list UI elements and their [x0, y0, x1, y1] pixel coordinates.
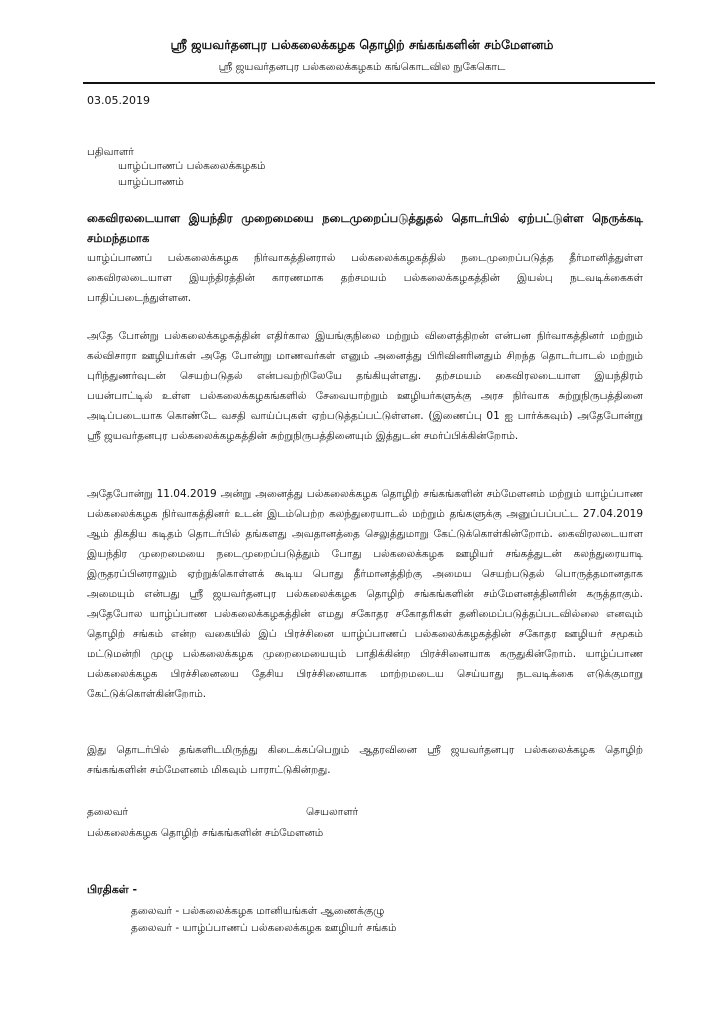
body-paragraph-3: அதேபோன்று 11.04.2019 அன்று அனைத்து பல்கலைக்கழக தொழிற் சங்கங்களின் சம்மேளனம் மற்றும் யாழ்ப்பாண பல்கலைக்கழக நிர்வாகத்தினர் உடன் இடம்பெற்ற கலந்துரையாடல் மற்றும் தங்களுக்கு அனுப்பப்பட்ட 27.04.2019 ஆம் திகதிய கடிதம் தொடர்பில் தங்களது அவதானத்தை செலுத்துமாறு கேட்டுக்கொள்கின்றோம். கைவிரலடையாள இயந்திர முறைமையை நடைமுறைப்படுத்தும் போது பல்கலைக்கழக ஊழியர் சங்கத்துடன் கலந்துரையாடி இருதரப்பினராலும் ஏற்றுக்கொள்ளக் கூடிய பொது தீர்மானத்திற்கு அமைய செயற்படுதல் பொருத்தமானதாக அமையும் என்பது ஸ்ரீ ஜயவர்தனபுர பல்கலைக்கழக தொழிற் சங்கங்களின் சம்மேளனத்தினரின் கருத்தாகும். அதேபோல யாழ்ப்பாண பல்கலைக்கழகத்தின் எமது சகோதர சகோதரிகள் தனிமைப்படுத்தப்படவில்லை எனவும் தொழிற் சங்கம் என்ற வகையில் இப் பிரச்சினை யாழ்ப்பாணப் பல்கலைக்கழகத்தின் சகோதர ஊழியர் சமூகம் மட்டுமன்றி முழு பல்கலைக்கழக முறைமையையும் பாதிக்கின்ற பிரச்சினையாக கருதுகின்றோம். யாழ்ப்பாண பல்கலைக்கழக பிரச்சினையை தேசிய பிரச்சினையாக மாற்றமடைய செய்யாது நடவடிக்கை எடுக்குமாறு கேட்டுக்கொள்கின்றோம். — [87, 488, 643, 700]
letterhead-address: ஸ்ரீ ஜயவர்தனபுர பல்கலைக்கழகம் கங்கொடவில நுகேகொட — [218, 61, 506, 73]
body-paragraph-4: இது தொடர்பில் தங்களிடமிருந்து கிடைக்கப்பெறும் ஆதரவினை ஸ்ரீ ஜயவர்தனபுர பல்கலைக்கழக தொழிற் சங்கங்களின் சம்மேளனம் மிகவும் பாராட்டுகின்றது. — [87, 744, 643, 776]
signature-secretary: செயலாளர் — [306, 806, 359, 818]
letterhead-title: ஸ்ரீ ஜயவர்தனபுர பல்கலைக்கழக தொழிற் சங்கங்களின் சம்மேளனம் — [170, 37, 554, 52]
recipient-line-1: பதிவாளர் — [87, 146, 134, 158]
signature-organization: பல்கலைக்கழக தொழிற் சங்கங்களின் சம்மேளனம் — [87, 827, 324, 839]
recipient-line-2: யாழ்ப்பாணப் பல்கலைக்கழகம் — [118, 160, 266, 172]
body-paragraph-1: யாழ்ப்பாணப் பல்கலைக்கழக நிர்வாகத்தினரால் பல்கலைக்கழகத்தில் நடைமுறைப்படுத்த தீர்மானித்துள்ள கைவிரலடையாள இயந்திரத்தின் காரணமாக தற்சமயம் பல்கலைக்கழகத்தின் இயல்பு நடவடிக்கைகள் பாதிப்படைந்துள்ளன. — [87, 252, 643, 304]
copy-recipient-2: தலைவர் - யாழ்ப்பாணப் பல்கலைக்கழக ஊழியர் சங்கம் — [131, 922, 397, 934]
copy-recipient-1: தலைவர் - பல்கலைக்கழக மானியங்கள் ஆணைக்குழு — [131, 905, 385, 917]
header-divider — [83, 82, 655, 84]
recipient-line-3: யாழ்ப்பாணம் — [118, 176, 184, 188]
copies-heading: பிரதிகள் - — [87, 883, 138, 896]
body-paragraph-2: அதே போன்று பல்கலைக்கழகத்தின் எதிர்கால இயங்குநிலை மற்றும் விளைத்திறன் என்பன நிர்வாகத்தினர் மற்றும் கல்விசாரா ஊழியர்கள் அதே போன்று மாணவர்கள் எனும் அனைத்து பிரிவினரினதும் சிறந்த தொடர்பாடல் மற்றும் புரிந்துணர்வுடன் செயற்படுதல் என்பவற்றிலேயே தங்கியுள்ளது. தற்சமயம் கைவிரலடையாள இயந்திரம் பயன்பாட்டில் உள்ள பல்கலைக்கழகங்களில் சேவையாற்றும் ஊழியர்களுக்கு அரச நிர்வாக சுற்றுநிருபத்தினை அடிப்படையாக கொண்டே வசதி வாய்ப்புகள் ஏற்படுத்தப்பட்டுள்ளன. (இணைப்பு 01 ஐ பார்க்கவும்) அதேபோன்று ஸ்ரீ ஜயவர்தனபுர பல்கலைக்கழகத்தின் சுற்றுநிருபத்தினையும் இத்துடன் சமர்ப்பிக்கின்றோம். — [87, 330, 643, 442]
letter-subject: கைவிரலடையாள இயந்திர முறைமையை நடைமுறைப்படுத்துதல் தொடர்பில் ஏற்பட்டுள்ள நெருக்கடி சம்மந்தமாக — [87, 211, 643, 245]
signature-president: தலைவர் — [87, 806, 129, 818]
letter-date: 03.05.2019 — [87, 94, 150, 107]
